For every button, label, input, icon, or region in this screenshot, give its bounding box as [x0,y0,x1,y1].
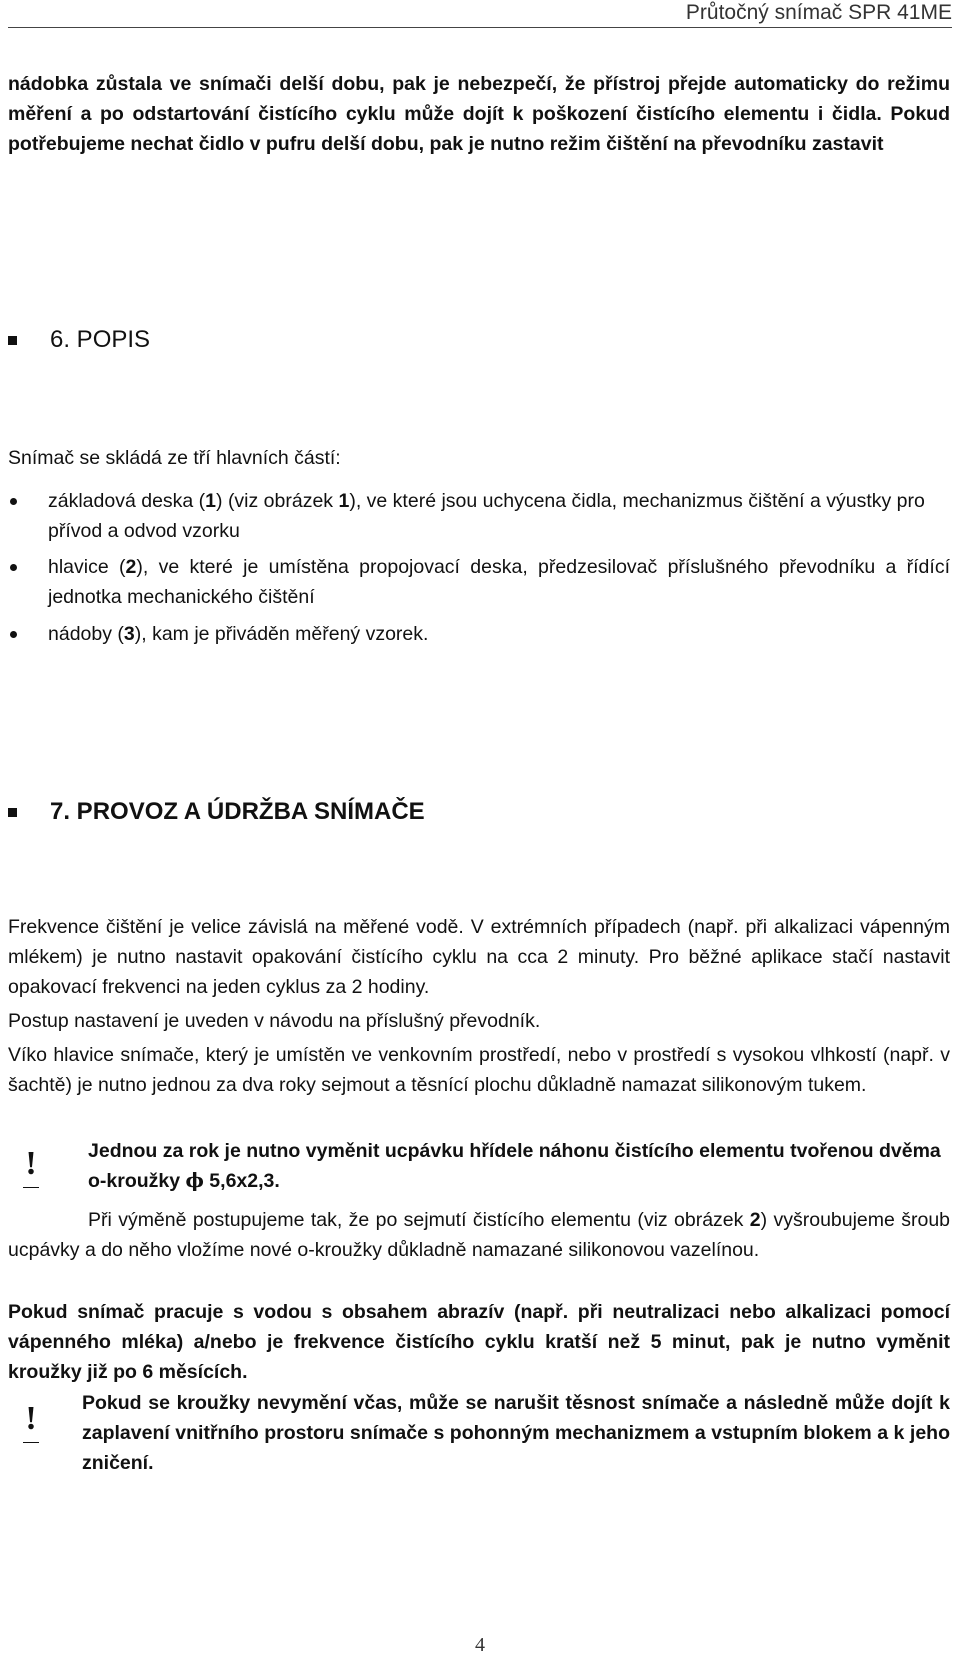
list-item-text: hlavice (2), ve které je umístěna propojovací deska, předzesilovač příslušného převodníku a řídící jednotka mechanického čištění [48,556,950,608]
paragraph-abrasives: Pokud snímač pracuje s vodou s obsahem abrazív (např. při neutralizaci nebo alkalizaci pomocí vápenného mléka) a/nebo je frekvence čistícího cyklu kratší než 5 minut, pak je nutno vyměnit kroužky již po 6 měsících. [8,1301,950,1383]
page-header [8,0,952,28]
list-item-text: základová deska (1) (viz obrázek 1), ve které jsou uchycena čidla, mechanizmus čištění a výustky pro přívod a odvod vzorku [48,490,925,542]
bullet-dot-icon [10,498,17,505]
list-item [8,619,950,649]
warning-exclamation-icon: ! [14,1140,48,1188]
paragraph-lid: Víko hlavice snímače, který je umístěn ve venkovním prostředí, nebo v prostředí s vysokou vlhkostí (např. v šachtě) je nutno jednou za dva roky sejmout a těsnící plochu důkladně namazat silikonovým tukem. [8,1044,950,1096]
list-item [8,552,950,612]
square-bullet-icon [8,808,17,817]
page-number: 4 [475,1634,485,1656]
paragraph-replacement: Při výměně postupujeme tak, že po sejmutí čistícího elementu (viz obrázek 2) vyšroubujeme šroub ucpávky a do něho vložíme nové o-kroužky důkladně namazané silikonovou vazelínou. [8,1209,951,1261]
warning-exclamation-icon: ! [14,1395,48,1443]
warning-2-text: Pokud se kroužky nevymění včas, může se narušit těsnost snímače a následně může dojít k zaplavení vnitřního prostoru snímače s pohonným mechanizmem a vstupním blokem a k jeho zničení. [82,1392,950,1474]
bullet-dot-icon [10,564,17,571]
section-6-lead: Snímač se skládá ze tří hlavních částí: [8,447,341,469]
warning-1-text: Jednou za rok je nutno vyměnit ucpávku hřídele náhonu čistícího elementu tvořenou dvěma o-kroužky ϕ 5,6x2,3. [88,1140,941,1192]
section-6-heading [8,325,150,355]
paragraph-setup: Postup nastavení je uveden v návodu na příslušný převodník. [8,1010,541,1032]
paragraph-frequency: Frekvence čištění je velice závislá na měřené vodě. V extrémních případech (např. při alkalizaci vápenným mlékem) je nutno nastavit opakování čistícího cyklu na cca 2 minuty. Pro běžné aplikace stačí nastavit opakovací frekvenci na jeden cyklus za 2 hodiny. [8,916,950,998]
bullet-dot-icon [10,631,17,638]
section-6-title: 6. POPIS [50,326,151,353]
square-bullet-icon [8,336,17,345]
intro-paragraph: nádobka zůstala ve snímači delší dobu, pak je nebezpečí, že přístroj přejde automaticky do režimu měření a po odstartování čistícího cyklu může dojít k poškození čistícího elementu i čidla. Pokud potřebujeme nechat čidlo v pufru delší dobu, pak je nutno režim čištění na převodníku zastavit [8,73,950,155]
list-item-text: nádoby (3), kam je přiváděn měřený vzorek. [48,623,429,645]
section-7-heading [8,797,425,827]
header-title: Průtočný snímač SPR 41ME [685,1,952,24]
section-7-title: 7. PROVOZ A ÚDRŽBA SNÍMAČE [50,798,425,825]
list-item [8,486,950,546]
